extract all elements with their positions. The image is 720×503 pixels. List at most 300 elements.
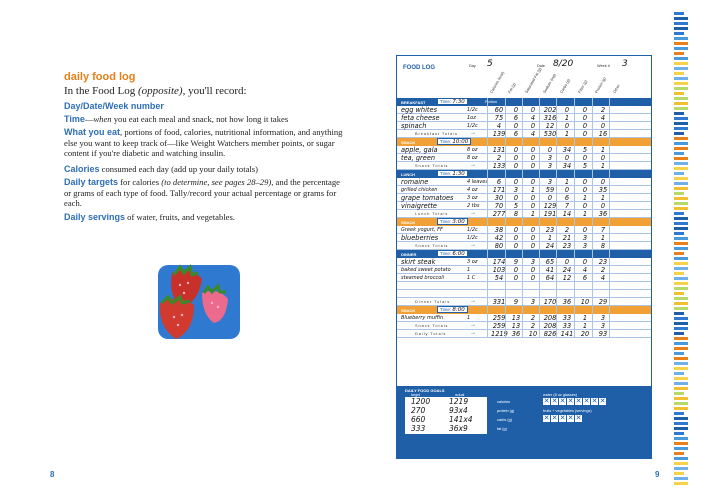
stripe-bar: [674, 382, 688, 385]
total-value: 133: [492, 162, 506, 170]
total-value: 14: [562, 210, 572, 218]
stripe-bar: [674, 312, 684, 315]
total-value: 13: [511, 322, 521, 330]
nutrient-value: 1: [582, 314, 588, 322]
stripe-bar: [674, 302, 688, 305]
stripe-bar: [674, 272, 684, 275]
nutrient-value: 0: [582, 186, 588, 194]
stripe-bar: [674, 297, 688, 300]
food-name: baked sweet potato: [401, 267, 451, 273]
food-name: steamed broccoli: [401, 275, 445, 281]
total-label: Snack Totals: [415, 244, 449, 248]
stripe-bar: [674, 342, 688, 345]
nutrient-value: 1: [600, 194, 606, 202]
nutrient-value: 12: [545, 122, 555, 130]
meal-time[interactable]: Time: 10:00: [437, 138, 471, 145]
total-label: Lunch Totals: [415, 212, 449, 216]
total-label: Dinner Totals: [415, 300, 451, 304]
meal-band: [397, 138, 651, 146]
portion: 3 oz: [467, 195, 478, 201]
portion: 4 oz: [467, 187, 478, 193]
food-row[interactable]: [397, 114, 651, 122]
daily-total-row: [397, 330, 651, 338]
meal-time[interactable]: Time: 6:00: [437, 250, 468, 257]
nutrient-value: 3: [513, 186, 519, 194]
nutrient-value: 0: [564, 258, 570, 266]
food-name: romaine: [401, 178, 429, 186]
nutrient-value: 12: [562, 274, 572, 282]
portion: 1 C: [467, 275, 476, 281]
grid-line: [539, 98, 540, 338]
checkbox[interactable]: ✕: [551, 414, 558, 422]
para-calories: [64, 164, 349, 175]
column-header: Other: [612, 83, 621, 94]
stripe-bar: [674, 462, 688, 465]
total-value: 1: [600, 162, 606, 170]
stripe-bar: [674, 387, 688, 390]
nutrient-value: 0: [564, 106, 570, 114]
nutrient-value: 1: [564, 114, 570, 122]
goal-label: carbs (g): [497, 418, 512, 422]
food-row[interactable]: [397, 194, 651, 202]
column-header: Saturated Fat (g): [524, 67, 543, 94]
nutrient-value: 0: [530, 194, 536, 202]
nutrient-value: 35: [598, 186, 608, 194]
checkbox[interactable]: ✕: [575, 414, 582, 422]
calories-label: Calories: [64, 164, 100, 174]
checkbox[interactable]: ✕: [583, 397, 590, 405]
stripe-bar: [674, 72, 684, 75]
arrow-icon: →: [470, 242, 477, 248]
portion: 3 oz: [467, 259, 478, 265]
stripe-bar: [674, 152, 684, 155]
stripe-bar: [674, 322, 688, 325]
total-value: 10: [528, 330, 538, 338]
food-name: tea, green: [401, 154, 436, 162]
nutrient-value: 3: [547, 154, 553, 162]
nutrient-value: 0: [582, 106, 588, 114]
food-row[interactable]: [397, 122, 651, 130]
nutrient-value: 0: [582, 114, 588, 122]
week-label: Week #: [597, 64, 610, 68]
stripe-bar: [674, 107, 688, 110]
stripe-bar: [674, 127, 688, 130]
total-value: 3: [582, 242, 588, 250]
total-value: 5: [582, 162, 588, 170]
nutrient-value: 4: [600, 274, 606, 282]
food-name: spinach: [401, 122, 427, 130]
portion: 8 oz: [467, 155, 478, 161]
nutrient-value: 4: [600, 114, 606, 122]
meal-band: [397, 170, 651, 178]
meal-time-value: 8:00: [452, 307, 465, 313]
total-value: 16: [598, 130, 608, 138]
page-number-right: 9: [655, 470, 660, 479]
checkbox[interactable]: ✕: [551, 397, 558, 405]
total-value: 6: [513, 130, 519, 138]
nutrient-value: 316: [543, 114, 557, 122]
para-servings: [64, 212, 349, 223]
portion: 1/2c: [467, 123, 478, 129]
goal-label: protein (g): [497, 409, 515, 413]
checkbox[interactable]: ✕: [543, 414, 550, 422]
food-row[interactable]: [397, 226, 651, 234]
stripe-bar: [674, 347, 688, 350]
total-value: 331: [492, 298, 506, 306]
day-value[interactable]: 5: [487, 59, 493, 69]
arrow-icon: →: [470, 210, 477, 216]
total-value: 8: [600, 242, 606, 250]
meal-total-row: [397, 130, 651, 138]
total-value: 0: [530, 162, 536, 170]
decorative-stripe: [674, 12, 688, 487]
nutrient-value: 54: [494, 274, 504, 282]
nutrient-value: 4: [496, 122, 502, 130]
food-name: blueberries: [401, 234, 439, 242]
stripe-bar: [674, 472, 684, 475]
meal-time[interactable]: Time: 3:00: [437, 218, 468, 225]
stripe-bar: [674, 132, 684, 135]
stripe-bar: [674, 242, 688, 245]
meal-name: SNACK: [401, 140, 416, 145]
checkbox[interactable]: ✕: [599, 397, 606, 405]
stripe-bar: [674, 172, 684, 175]
meal-band: [397, 250, 651, 258]
nutrient-value: 2: [530, 314, 536, 322]
stripe-bar: [674, 407, 688, 410]
target-label: target: [411, 393, 420, 397]
stripe-bar: [674, 287, 688, 290]
arrow-icon: →: [470, 162, 477, 168]
meal-time-value: 3:00: [452, 219, 465, 225]
nutrient-value: 0: [564, 122, 570, 130]
total-value: 24: [545, 242, 555, 250]
goal-target[interactable]: 270: [411, 406, 426, 415]
nutrient-value: 0: [513, 194, 519, 202]
page-number-left: 8: [50, 470, 55, 479]
nutrient-value: 1: [600, 146, 606, 154]
nutrient-value: 0: [530, 202, 536, 210]
food-row[interactable]: [397, 186, 651, 194]
nutrient-value: 30: [494, 194, 504, 202]
food-name: skirt steak: [401, 258, 436, 266]
nutrient-value: 0: [513, 266, 519, 274]
food-row[interactable]: [397, 154, 651, 162]
total-value: 530: [543, 130, 557, 138]
stripe-bar: [674, 437, 688, 440]
goal-target[interactable]: 660: [411, 415, 426, 424]
nutrient-value: 0: [582, 154, 588, 162]
stripe-bar: [674, 122, 688, 125]
nutrient-value: 0: [530, 154, 536, 162]
grid-line: [556, 98, 557, 338]
total-value: 93: [598, 330, 608, 338]
food-name: Greek yogurt, FF: [401, 227, 443, 233]
food-name: vinaigrette: [401, 202, 437, 210]
nutrient-value: 2: [600, 266, 606, 274]
stripe-bar: [674, 422, 688, 425]
grid-line: [592, 98, 593, 338]
total-value: 36: [598, 210, 608, 218]
nutrient-value: 174: [492, 258, 506, 266]
checkbox[interactable]: ✕: [543, 397, 550, 405]
stripe-bar: [674, 157, 688, 160]
stripe-bar: [674, 412, 684, 415]
portion: 1: [467, 315, 471, 321]
stripe-bar: [674, 262, 688, 265]
meal-band: [397, 98, 651, 106]
nutrient-value: 3: [582, 234, 588, 242]
column-header: Sodium (mg): [542, 73, 557, 94]
time-label: Time: [64, 114, 85, 124]
total-value: 1: [582, 322, 588, 330]
nutrient-value: 0: [564, 186, 570, 194]
total-value: 1: [530, 210, 536, 218]
meal-name: DINNER: [401, 252, 417, 257]
stripe-bar: [674, 292, 684, 295]
nutrient-value: 34: [562, 146, 572, 154]
food-row[interactable]: [397, 314, 651, 322]
time-em: when: [93, 114, 112, 124]
checkbox[interactable]: ✕: [559, 397, 566, 405]
food-row[interactable]: [397, 106, 651, 114]
nutrient-value: 0: [530, 178, 536, 186]
stripe-bar: [674, 117, 688, 120]
total-value: 0: [513, 162, 519, 170]
arrow-icon: →: [470, 322, 477, 328]
stripe-bar: [674, 202, 688, 205]
portion: 1/2c: [467, 235, 478, 241]
goal-actual[interactable]: 141x4: [449, 415, 473, 424]
what-label: What you eat: [64, 127, 121, 137]
total-value: 36: [511, 330, 521, 338]
stripe-bar: [674, 362, 688, 365]
nutrient-value: 1: [582, 194, 588, 202]
nutrient-value: 0: [582, 258, 588, 266]
day-label: Day: [469, 64, 476, 68]
goal-target[interactable]: 1200: [411, 397, 431, 406]
stripe-bar: [674, 22, 688, 25]
food-row[interactable]: [397, 274, 651, 282]
intro-b: (opposite): [137, 85, 183, 97]
nutrient-value: 60: [494, 106, 504, 114]
total-value: 10: [580, 298, 590, 306]
stripe-bar: [674, 42, 688, 45]
para-time: Time—when you eat each meal and snack, not how long it takes: [64, 114, 289, 124]
nutrient-value: 23: [545, 226, 555, 234]
checkbox[interactable]: ✕: [591, 397, 598, 405]
food-row[interactable]: [397, 290, 651, 298]
food-row[interactable]: [397, 266, 651, 274]
servings-text: of water, fruits, and vegetables.: [125, 212, 235, 222]
stripe-bar: [674, 352, 684, 355]
stripe-bar: [674, 97, 688, 100]
goal-target[interactable]: 333: [411, 424, 426, 433]
meal-name: SNACK: [401, 220, 416, 225]
food-name: apple, gala: [401, 146, 438, 154]
nutrient-value: 2: [600, 106, 606, 114]
stripe-bar: [674, 252, 684, 255]
nutrient-value: 0: [600, 202, 606, 210]
total-value: 0: [582, 130, 588, 138]
meal-band: [397, 306, 651, 314]
stripe-bar: [674, 317, 688, 320]
nutrient-value: 6: [496, 178, 502, 186]
stripe-bar: [674, 187, 688, 190]
total-value: 139: [492, 130, 506, 138]
nutrient-value: 0: [564, 154, 570, 162]
food-row[interactable]: [397, 146, 651, 154]
stripe-bar: [674, 397, 688, 400]
nutrient-value: 0: [600, 122, 606, 130]
food-row[interactable]: [397, 202, 651, 210]
nutrient-value: 3: [547, 178, 553, 186]
checkbox[interactable]: ✕: [567, 414, 574, 422]
food-row[interactable]: [397, 178, 651, 186]
date-label: Date: [537, 64, 546, 68]
meal-name: LUNCH: [401, 172, 415, 177]
stripe-bar: [674, 432, 684, 435]
stripe-bar: [674, 277, 688, 280]
total-value: 33: [562, 322, 572, 330]
column-header: Protein (g): [594, 76, 607, 94]
food-row[interactable]: [397, 282, 651, 290]
total-value: 1: [582, 210, 588, 218]
food-row[interactable]: [397, 234, 651, 242]
week-value[interactable]: 3: [622, 59, 628, 69]
food-name: grilled chicken: [401, 187, 438, 193]
stripe-bar: [674, 337, 688, 340]
stripe-bar: [674, 427, 688, 430]
para-what: [64, 127, 349, 159]
grid-line: [609, 98, 610, 338]
stripe-bar: [674, 92, 684, 95]
stripe-bar: [674, 137, 688, 140]
water-checkboxes: [543, 398, 606, 405]
food-row[interactable]: [397, 258, 651, 266]
para-targets: [64, 177, 349, 209]
meal-band: [397, 218, 651, 226]
portion: 4 leaves: [467, 179, 488, 185]
stripe-bar: [674, 442, 688, 445]
water-label: water (8 oz glasses): [543, 393, 577, 397]
nutrient-value: 4: [582, 266, 588, 274]
stripe-bar: [674, 102, 688, 105]
stripe-bar: [674, 142, 688, 145]
total-value: 3: [530, 298, 536, 306]
stripe-bar: [674, 332, 684, 335]
targets-em: (to determine, see pages 28–29): [161, 177, 272, 187]
nutrient-value: 3: [600, 314, 606, 322]
meal-total-row: [397, 162, 651, 170]
stripe-bar: [674, 477, 688, 480]
nutrient-value: 0: [582, 178, 588, 186]
portion: 1/2c: [467, 227, 478, 233]
total-value: 259: [492, 322, 506, 330]
stripe-bar: [674, 417, 688, 420]
stripe-bar: [674, 457, 688, 460]
stripe-bar: [674, 207, 688, 210]
stripe-bar: [674, 392, 684, 395]
nutrient-value: 0: [513, 234, 519, 242]
nutrient-value: 42: [494, 234, 504, 242]
daily-food-goals: [397, 386, 651, 458]
checkbox[interactable]: ✕: [575, 397, 582, 405]
food-name: egg whites: [401, 106, 438, 114]
nutrient-value: 0: [530, 122, 536, 130]
checkbox[interactable]: ✕: [567, 397, 574, 405]
stripe-bar: [674, 452, 684, 455]
stripe-bar: [674, 307, 688, 310]
stripe-bar: [674, 47, 688, 50]
checkbox[interactable]: ✕: [559, 414, 566, 422]
date-value[interactable]: 8/20: [553, 59, 574, 69]
food-name: grape tomatoes: [401, 194, 454, 202]
stripe-bar: [674, 162, 688, 165]
nutrient-value: 0: [513, 146, 519, 154]
meal-time-value: 10:00: [452, 139, 469, 145]
nutrient-value: 21: [562, 234, 572, 242]
total-value: 0: [530, 242, 536, 250]
nutrient-value: 70: [494, 202, 504, 210]
stripe-bar: [674, 237, 688, 240]
meal-time-value: 6:00: [452, 251, 465, 257]
daily-total-label: Daily Totals: [415, 332, 447, 336]
goal-actual[interactable]: 1219: [449, 397, 469, 406]
intro-line: [64, 85, 247, 97]
nutrient-value: 1: [564, 178, 570, 186]
portion: 1: [467, 267, 471, 273]
nutrient-value: 129: [543, 202, 557, 210]
stripe-bar: [674, 357, 688, 360]
nutrient-value: 0: [582, 202, 588, 210]
total-value: 34: [562, 162, 572, 170]
nutrient-value: 7: [600, 226, 606, 234]
nutrient-value: 64: [545, 274, 555, 282]
stripe-bar: [674, 447, 688, 450]
total-value: 1: [564, 130, 570, 138]
stripe-bar: [674, 217, 688, 220]
stripe-bar: [674, 482, 688, 485]
portion: 2 tbs: [467, 203, 480, 209]
meal-name: BREAKFAST: [401, 100, 426, 105]
total-value: 8: [513, 210, 519, 218]
nutrient-value: 0: [513, 226, 519, 234]
meal-total-row: [397, 210, 651, 218]
goal-actual[interactable]: 93x4: [449, 406, 468, 415]
intro-a: In the Food Log: [64, 85, 138, 97]
total-value: 23: [562, 242, 572, 250]
stripe-bar: [674, 147, 688, 150]
nutrient-value: 0: [530, 274, 536, 282]
goal-actual[interactable]: 36x9: [449, 424, 468, 433]
food-name: feta cheese: [401, 114, 440, 122]
stripe-bar: [674, 367, 688, 370]
arrow-icon: →: [470, 130, 477, 136]
meal-total-row: [397, 322, 651, 330]
meal-time[interactable]: Time: 8:00: [437, 306, 468, 313]
nutrient-value: 9: [513, 258, 519, 266]
nutrient-value: 259: [492, 314, 506, 322]
nutrient-value: 0: [582, 122, 588, 130]
nutrient-value: 6: [513, 114, 519, 122]
meal-time[interactable]: Time: 1:30: [437, 170, 468, 177]
meal-time[interactable]: Time: 7:30: [437, 98, 468, 105]
total-value: 3: [547, 162, 553, 170]
meal-total-row: [397, 298, 651, 306]
nutrient-value: 171: [492, 186, 506, 194]
stripe-bar: [674, 12, 684, 15]
